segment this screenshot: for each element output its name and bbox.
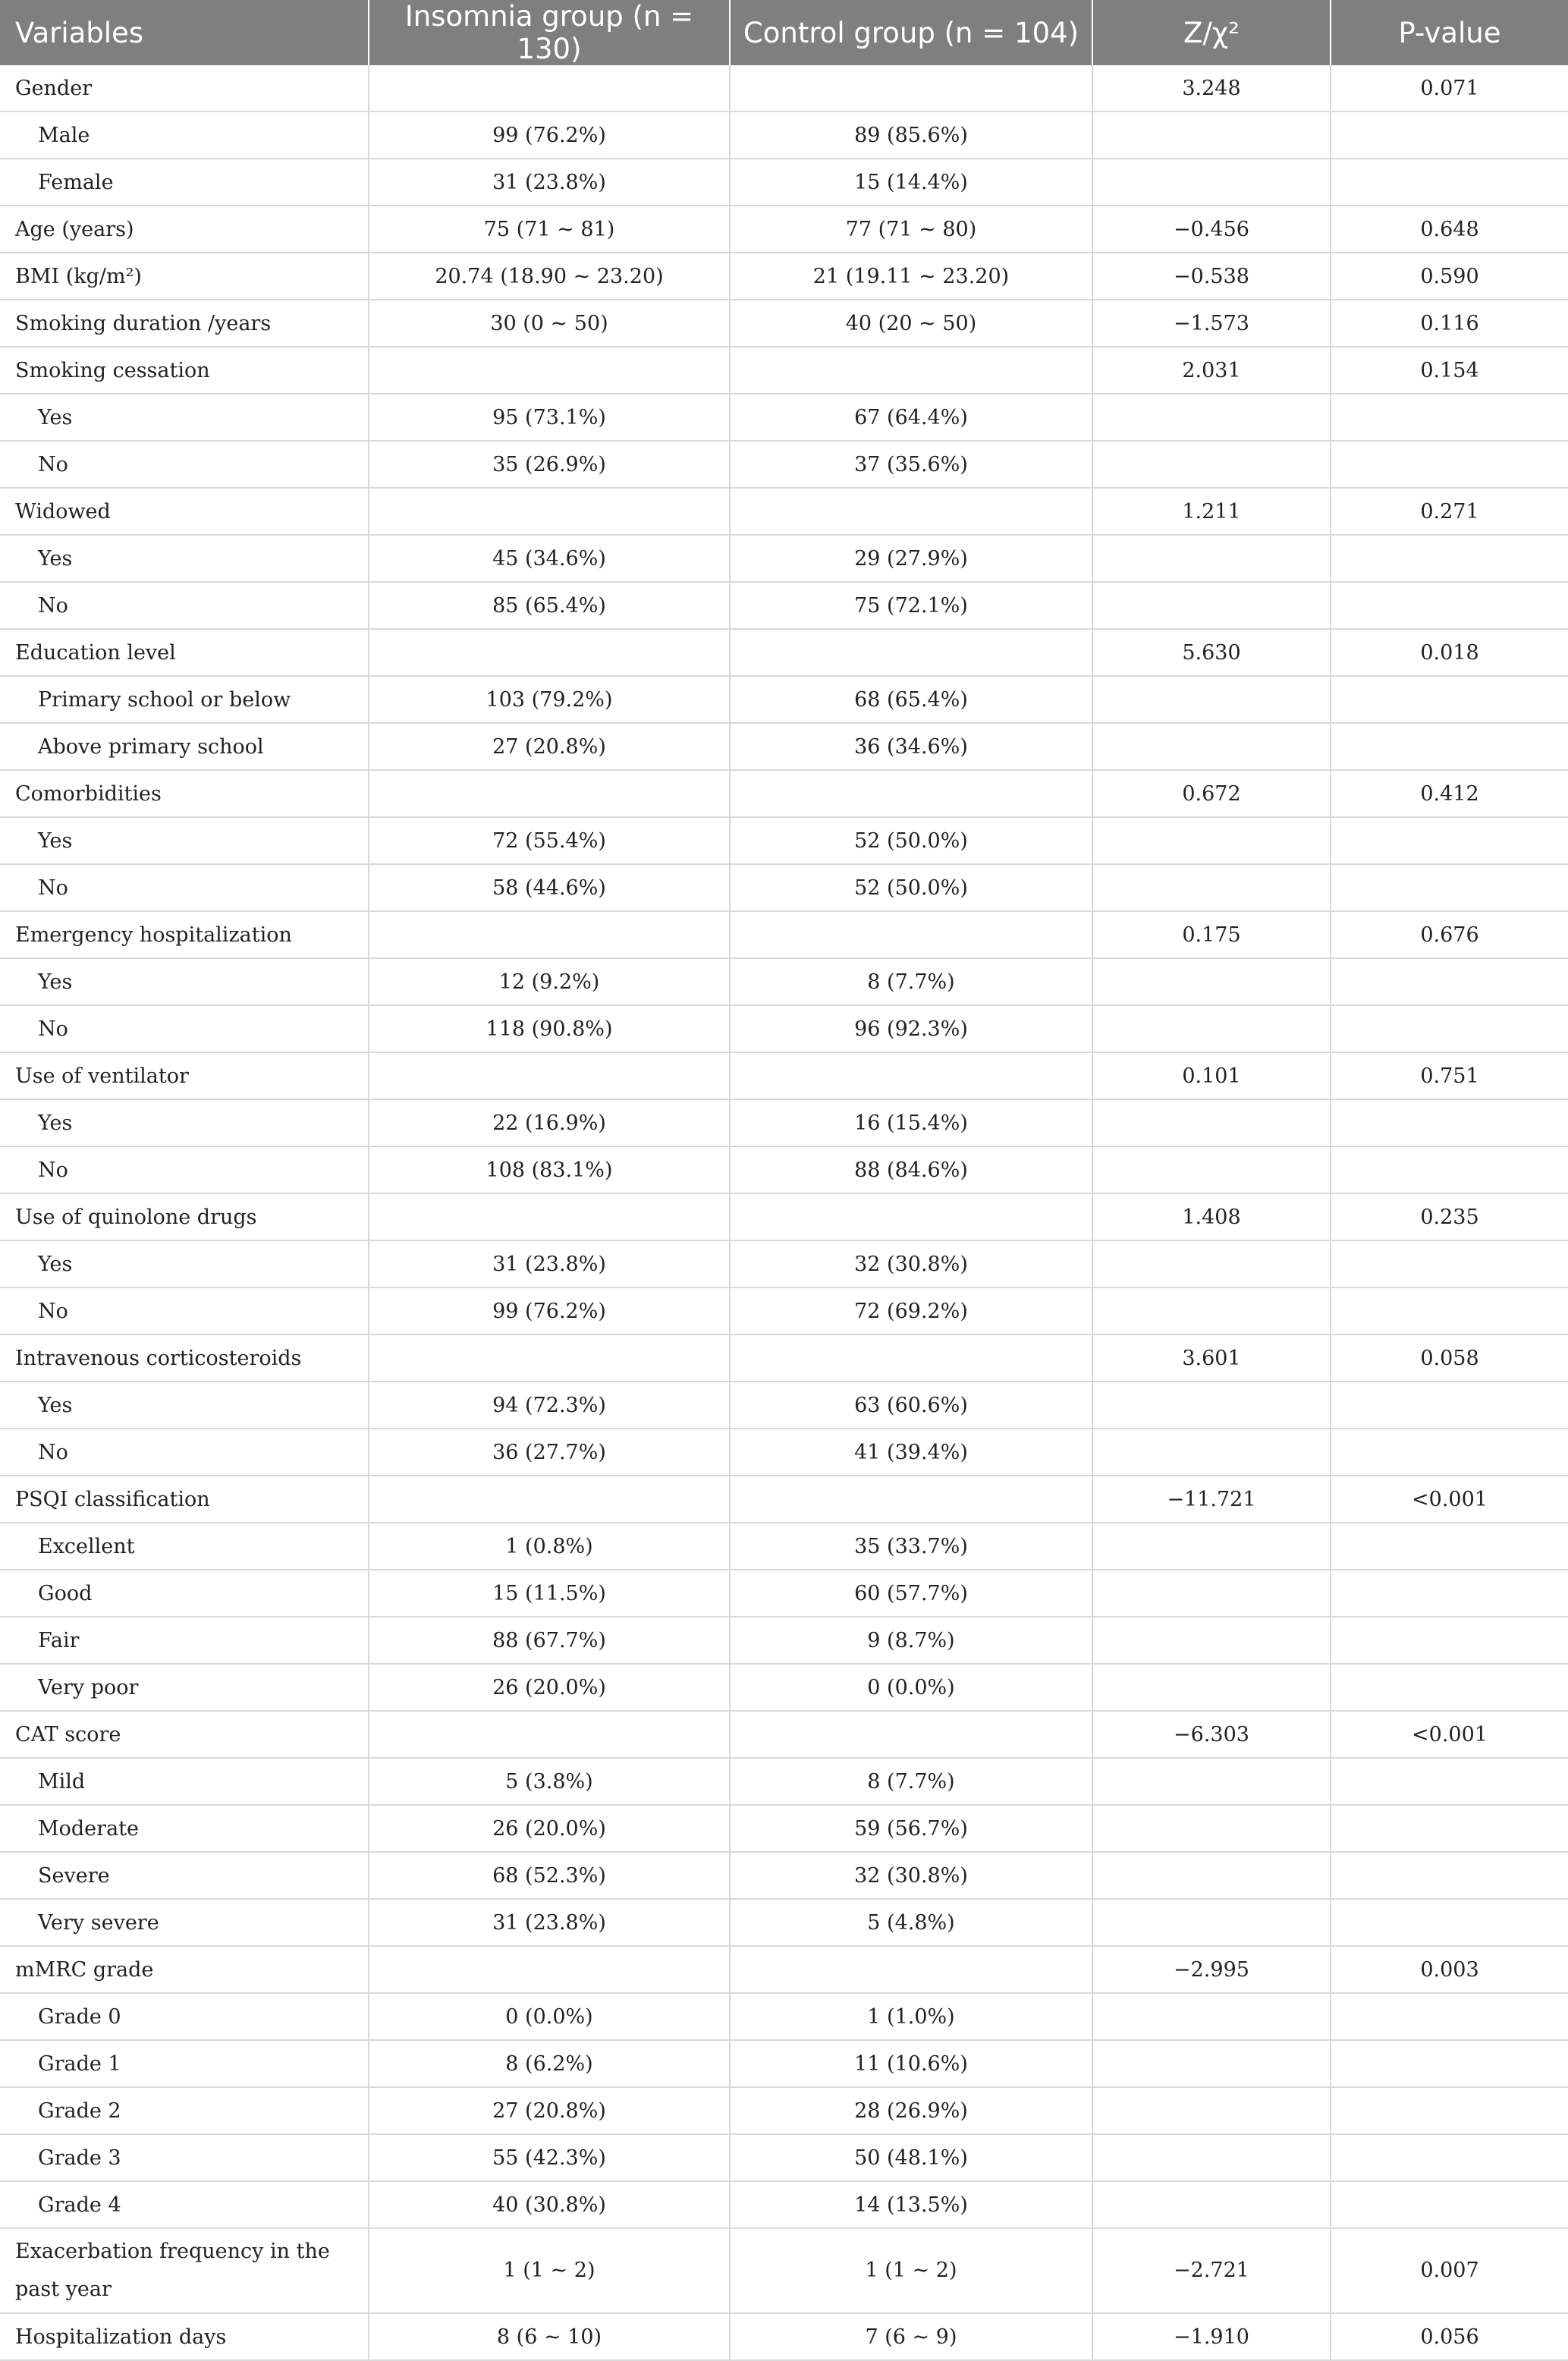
insomnia-value: 31 (23.8%) [369, 1240, 730, 1287]
control-value: 67 (64.4%) [730, 394, 1092, 441]
control-value: 68 (65.4%) [730, 676, 1092, 723]
statistic-value: −11.721 [1092, 1476, 1331, 1523]
p-value: 0.071 [1331, 65, 1568, 112]
row-label: No [0, 1287, 369, 1335]
control-value [730, 629, 1092, 676]
table-row [0, 1429, 1568, 1476]
row-label: Smoking duration /years [0, 300, 369, 347]
control-value: 89 (85.6%) [730, 112, 1092, 159]
insomnia-value: 36 (27.7%) [369, 1429, 730, 1476]
control-value [730, 1335, 1092, 1382]
row-label: Use of quinolone drugs [0, 1193, 369, 1240]
table-row [0, 2181, 1568, 2228]
table-body [0, 65, 1568, 2360]
control-value [730, 1476, 1092, 1523]
table-row [0, 2087, 1568, 2134]
p-value: 0.003 [1331, 1946, 1568, 1993]
p-value [1331, 723, 1568, 770]
table-row [0, 1570, 1568, 1617]
table-row [0, 112, 1568, 159]
row-label: Grade 2 [0, 2087, 369, 2134]
row-label: Primary school or below [0, 676, 369, 723]
table-row [0, 2040, 1568, 2087]
insomnia-value: 35 (26.9%) [369, 441, 730, 488]
row-label: Grade 4 [0, 2181, 369, 2228]
header-control-group: Control group (n = 104) [730, 0, 1092, 65]
p-value [1331, 2040, 1568, 2087]
statistic-value [1092, 1382, 1331, 1429]
p-value [1331, 535, 1568, 582]
p-value [1331, 1287, 1568, 1335]
row-label: Very severe [0, 1899, 369, 1946]
statistic-value [1092, 535, 1331, 582]
insomnia-value: 94 (72.3%) [369, 1382, 730, 1429]
row-label: Very poor [0, 1664, 369, 1711]
row-label: No [0, 441, 369, 488]
row-label: Yes [0, 817, 369, 864]
insomnia-value: 31 (23.8%) [369, 1899, 730, 1946]
table-row [0, 958, 1568, 1005]
row-label: Yes [0, 1099, 369, 1146]
control-value: 16 (15.4%) [730, 1099, 1092, 1146]
row-label: Good [0, 1570, 369, 1617]
statistic-value [1092, 958, 1331, 1005]
insomnia-value: 5 (3.8%) [369, 1758, 730, 1805]
p-value [1331, 1570, 1568, 1617]
insomnia-value: 85 (65.4%) [369, 582, 730, 629]
control-value [730, 911, 1092, 958]
row-label: No [0, 864, 369, 911]
insomnia-value [369, 1946, 730, 1993]
p-value [1331, 1005, 1568, 1052]
insomnia-value: 26 (20.0%) [369, 1805, 730, 1852]
table-row [0, 1852, 1568, 1899]
p-value: 0.018 [1331, 629, 1568, 676]
table-row [0, 676, 1568, 723]
insomnia-value [369, 911, 730, 958]
control-value: 59 (56.7%) [730, 1805, 1092, 1852]
table-row [0, 1993, 1568, 2040]
p-value: 0.235 [1331, 1193, 1568, 1240]
table-row [0, 347, 1568, 394]
control-value: 1 (1 ~ 2) [730, 2228, 1092, 2313]
row-label: Exacerbation frequency in the past year [0, 2228, 369, 2313]
control-value: 37 (35.6%) [730, 441, 1092, 488]
row-label: Grade 3 [0, 2134, 369, 2181]
statistic-value [1092, 1005, 1331, 1052]
p-value [1331, 1899, 1568, 1946]
control-value: 15 (14.4%) [730, 159, 1092, 206]
control-value: 88 (84.6%) [730, 1146, 1092, 1193]
control-value: 41 (39.4%) [730, 1429, 1092, 1476]
control-value: 40 (20 ~ 50) [730, 300, 1092, 347]
row-label: Yes [0, 535, 369, 582]
p-value: 0.590 [1331, 253, 1568, 300]
p-value [1331, 1993, 1568, 2040]
table-row [0, 1099, 1568, 1146]
control-value: 77 (71 ~ 80) [730, 206, 1092, 253]
statistic-value [1092, 159, 1331, 206]
table-row [0, 535, 1568, 582]
row-label: No [0, 1146, 369, 1193]
row-label: Yes [0, 1382, 369, 1429]
insomnia-value: 118 (90.8%) [369, 1005, 730, 1052]
p-value [1331, 1852, 1568, 1899]
statistic-value [1092, 1617, 1331, 1664]
p-value [1331, 112, 1568, 159]
row-label: Above primary school [0, 723, 369, 770]
table-row [0, 1193, 1568, 1240]
insomnia-value: 72 (55.4%) [369, 817, 730, 864]
statistic-value [1092, 441, 1331, 488]
p-value: <0.001 [1331, 1711, 1568, 1758]
p-value: 0.007 [1331, 2228, 1568, 2313]
table-row [0, 864, 1568, 911]
control-value: 72 (69.2%) [730, 1287, 1092, 1335]
statistic-value [1092, 1099, 1331, 1146]
control-value: 14 (13.5%) [730, 2181, 1092, 2228]
p-value [1331, 1617, 1568, 1664]
p-value: 0.751 [1331, 1052, 1568, 1099]
table-row [0, 1899, 1568, 1946]
insomnia-value: 95 (73.1%) [369, 394, 730, 441]
insomnia-value: 15 (11.5%) [369, 1570, 730, 1617]
insomnia-value [369, 1193, 730, 1240]
control-value: 7 (6 ~ 9) [730, 2313, 1092, 2360]
p-value [1331, 582, 1568, 629]
insomnia-value: 75 (71 ~ 81) [369, 206, 730, 253]
insomnia-value: 26 (20.0%) [369, 1664, 730, 1711]
table-row [0, 488, 1568, 535]
statistic-value [1092, 112, 1331, 159]
table-row [0, 1617, 1568, 1664]
statistic-value [1092, 1993, 1331, 2040]
control-value [730, 65, 1092, 112]
insomnia-value: 99 (76.2%) [369, 112, 730, 159]
insomnia-value: 8 (6.2%) [369, 2040, 730, 2087]
insomnia-value [369, 770, 730, 817]
insomnia-value: 8 (6 ~ 10) [369, 2313, 730, 2360]
insomnia-value: 22 (16.9%) [369, 1099, 730, 1146]
row-label: Hospitalization days [0, 2313, 369, 2360]
control-value: 1 (1.0%) [730, 1993, 1092, 2040]
insomnia-value [369, 65, 730, 112]
statistic-value [1092, 2087, 1331, 2134]
table-row [0, 159, 1568, 206]
control-value: 36 (34.6%) [730, 723, 1092, 770]
insomnia-value: 12 (9.2%) [369, 958, 730, 1005]
table-row [0, 1523, 1568, 1570]
row-label: Age (years) [0, 206, 369, 253]
p-value: <0.001 [1331, 1476, 1568, 1523]
insomnia-value [369, 1335, 730, 1382]
control-value: 35 (33.7%) [730, 1523, 1092, 1570]
insomnia-value [369, 1711, 730, 1758]
control-value [730, 770, 1092, 817]
control-value: 50 (48.1%) [730, 2134, 1092, 2181]
p-value [1331, 1429, 1568, 1476]
control-value: 21 (19.11 ~ 23.20) [730, 253, 1092, 300]
row-label: BMI (kg/m²) [0, 253, 369, 300]
control-value [730, 1711, 1092, 1758]
p-value [1331, 1523, 1568, 1570]
row-label: Female [0, 159, 369, 206]
table-row [0, 253, 1568, 300]
table-row [0, 2313, 1568, 2360]
control-value [730, 1193, 1092, 1240]
table-row [0, 1805, 1568, 1852]
statistic-value [1092, 2181, 1331, 2228]
row-label: CAT score [0, 1711, 369, 1758]
header-variables: Variables [0, 0, 369, 65]
row-label: Mild [0, 1758, 369, 1805]
p-value [1331, 2087, 1568, 2134]
p-value [1331, 676, 1568, 723]
p-value [1331, 1382, 1568, 1429]
row-label: Intravenous corticosteroids [0, 1335, 369, 1382]
p-value [1331, 1805, 1568, 1852]
p-value [1331, 1664, 1568, 1711]
p-value: 0.116 [1331, 300, 1568, 347]
statistic-value: −6.303 [1092, 1711, 1331, 1758]
table-row [0, 206, 1568, 253]
statistic-value [1092, 394, 1331, 441]
control-value: 0 (0.0%) [730, 1664, 1092, 1711]
insomnia-value [369, 629, 730, 676]
control-value: 52 (50.0%) [730, 864, 1092, 911]
statistic-value: 0.672 [1092, 770, 1331, 817]
table-row [0, 1711, 1568, 1758]
statistic-value [1092, 1805, 1331, 1852]
row-label: Yes [0, 394, 369, 441]
p-value: 0.648 [1331, 206, 1568, 253]
insomnia-value: 20.74 (18.90 ~ 23.20) [369, 253, 730, 300]
table-row [0, 1005, 1568, 1052]
statistic-value [1092, 1146, 1331, 1193]
insomnia-value: 58 (44.6%) [369, 864, 730, 911]
row-label: Moderate [0, 1805, 369, 1852]
insomnia-value: 30 (0 ~ 50) [369, 300, 730, 347]
statistic-value: −0.538 [1092, 253, 1331, 300]
p-value [1331, 2134, 1568, 2181]
insomnia-value: 103 (79.2%) [369, 676, 730, 723]
table-row [0, 300, 1568, 347]
control-value: 5 (4.8%) [730, 1899, 1092, 1946]
p-value [1331, 1758, 1568, 1805]
row-label: Emergency hospitalization [0, 911, 369, 958]
table-row [0, 1664, 1568, 1711]
control-value [730, 1946, 1092, 1993]
table-row [0, 629, 1568, 676]
row-label: Grade 1 [0, 2040, 369, 2087]
control-value: 32 (30.8%) [730, 1240, 1092, 1287]
table-row [0, 65, 1568, 112]
table-row [0, 911, 1568, 958]
control-value: 52 (50.0%) [730, 817, 1092, 864]
control-value: 75 (72.1%) [730, 582, 1092, 629]
statistic-value [1092, 1852, 1331, 1899]
p-value: 0.154 [1331, 347, 1568, 394]
control-value [730, 347, 1092, 394]
row-label: PSQI classification [0, 1476, 369, 1523]
row-label: Yes [0, 1240, 369, 1287]
p-value [1331, 2181, 1568, 2228]
insomnia-value [369, 347, 730, 394]
statistic-value [1092, 1664, 1331, 1711]
control-value: 60 (57.7%) [730, 1570, 1092, 1617]
insomnia-value: 68 (52.3%) [369, 1852, 730, 1899]
control-value: 8 (7.7%) [730, 1758, 1092, 1805]
control-value: 11 (10.6%) [730, 2040, 1092, 2087]
p-value [1331, 1146, 1568, 1193]
control-value: 32 (30.8%) [730, 1852, 1092, 1899]
row-label: Use of ventilator [0, 1052, 369, 1099]
insomnia-value: 0 (0.0%) [369, 1993, 730, 2040]
row-label: Yes [0, 958, 369, 1005]
statistic-value: 0.101 [1092, 1052, 1331, 1099]
insomnia-value: 55 (42.3%) [369, 2134, 730, 2181]
row-label: Severe [0, 1852, 369, 1899]
statistic-value: 3.248 [1092, 65, 1331, 112]
statistic-value [1092, 864, 1331, 911]
p-value [1331, 394, 1568, 441]
statistic-value [1092, 723, 1331, 770]
table-row [0, 2228, 1568, 2313]
statistic-value: −1.910 [1092, 2313, 1331, 2360]
insomnia-value: 1 (0.8%) [369, 1523, 730, 1570]
table-row [0, 1335, 1568, 1382]
insomnia-value: 88 (67.7%) [369, 1617, 730, 1664]
control-value [730, 488, 1092, 535]
row-label: Education level [0, 629, 369, 676]
statistic-value: −0.456 [1092, 206, 1331, 253]
table-row [0, 770, 1568, 817]
statistic-value [1092, 2134, 1331, 2181]
statistic-value: 1.408 [1092, 1193, 1331, 1240]
row-label: No [0, 1429, 369, 1476]
header-row [0, 0, 1568, 65]
statistic-value [1092, 1523, 1331, 1570]
row-label: Fair [0, 1617, 369, 1664]
insomnia-value: 45 (34.6%) [369, 535, 730, 582]
insomnia-value: 40 (30.8%) [369, 2181, 730, 2228]
header-statistic: Z/χ² [1092, 0, 1331, 65]
control-value: 96 (92.3%) [730, 1005, 1092, 1052]
table-row [0, 2134, 1568, 2181]
row-label: Male [0, 112, 369, 159]
control-value: 9 (8.7%) [730, 1617, 1092, 1664]
table-row [0, 441, 1568, 488]
statistic-value: 5.630 [1092, 629, 1331, 676]
insomnia-value: 108 (83.1%) [369, 1146, 730, 1193]
table-row [0, 723, 1568, 770]
statistic-value [1092, 676, 1331, 723]
control-value: 63 (60.6%) [730, 1382, 1092, 1429]
statistic-value: 2.031 [1092, 347, 1331, 394]
p-value: 0.676 [1331, 911, 1568, 958]
header-p-value: P-value [1331, 0, 1568, 65]
p-value: 0.058 [1331, 1335, 1568, 1382]
row-label: mMRC grade [0, 1946, 369, 1993]
row-label: No [0, 1005, 369, 1052]
statistic-value [1092, 1758, 1331, 1805]
p-value: 0.271 [1331, 488, 1568, 535]
table-row [0, 1052, 1568, 1099]
statistic-value [1092, 817, 1331, 864]
p-value [1331, 1099, 1568, 1146]
p-value [1331, 817, 1568, 864]
insomnia-value [369, 1052, 730, 1099]
statistic-value: −1.573 [1092, 300, 1331, 347]
row-label: Comorbidities [0, 770, 369, 817]
p-value [1331, 159, 1568, 206]
table-row [0, 817, 1568, 864]
row-label: No [0, 582, 369, 629]
insomnia-value [369, 488, 730, 535]
statistic-value: 0.175 [1092, 911, 1331, 958]
statistic-value [1092, 582, 1331, 629]
statistic-value [1092, 1240, 1331, 1287]
insomnia-value: 27 (20.8%) [369, 2087, 730, 2134]
statistic-value [1092, 2040, 1331, 2087]
row-label: Excellent [0, 1523, 369, 1570]
table-row [0, 1758, 1568, 1805]
row-label: Widowed [0, 488, 369, 535]
insomnia-value [369, 1476, 730, 1523]
control-value [730, 1052, 1092, 1099]
control-value: 29 (27.9%) [730, 535, 1092, 582]
table-row [0, 1240, 1568, 1287]
p-value [1331, 958, 1568, 1005]
p-value [1331, 1240, 1568, 1287]
insomnia-value: 31 (23.8%) [369, 159, 730, 206]
control-value: 8 (7.7%) [730, 958, 1092, 1005]
statistic-value: −2.995 [1092, 1946, 1331, 1993]
statistic-value [1092, 1287, 1331, 1335]
table-row [0, 1146, 1568, 1193]
statistic-value: 3.601 [1092, 1335, 1331, 1382]
statistic-value: 1.211 [1092, 488, 1331, 535]
p-value [1331, 864, 1568, 911]
row-label: Grade 0 [0, 1993, 369, 2040]
statistic-value [1092, 1429, 1331, 1476]
table-row [0, 1287, 1568, 1335]
p-value: 0.412 [1331, 770, 1568, 817]
statistic-value: −2.721 [1092, 2228, 1331, 2313]
table-row [0, 394, 1568, 441]
row-label: Gender [0, 65, 369, 112]
row-label: Smoking cessation [0, 347, 369, 394]
header-insomnia-group: Insomnia group (n = 130) [369, 0, 730, 65]
statistic-value [1092, 1570, 1331, 1617]
table-row [0, 582, 1568, 629]
table-row [0, 1946, 1568, 1993]
p-value: 0.056 [1331, 2313, 1568, 2360]
table-row [0, 1382, 1568, 1429]
p-value [1331, 441, 1568, 488]
control-value: 28 (26.9%) [730, 2087, 1092, 2134]
insomnia-value: 99 (76.2%) [369, 1287, 730, 1335]
insomnia-value: 27 (20.8%) [369, 723, 730, 770]
insomnia-value: 1 (1 ~ 2) [369, 2228, 730, 2313]
statistic-value [1092, 1899, 1331, 1946]
table-row [0, 1476, 1568, 1523]
